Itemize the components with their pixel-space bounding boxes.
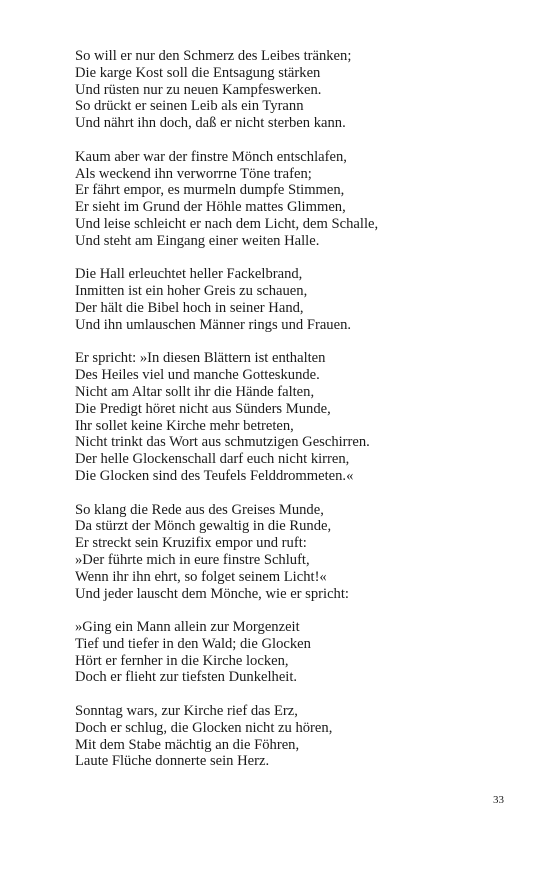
- verse-line: »Der führte mich in eure finstre Schluft,: [75, 551, 310, 568]
- verse-line: Mit dem Stabe mächtig an die Föhren,: [75, 736, 300, 753]
- page-number: 33: [493, 794, 504, 806]
- stanza-4: [75, 350, 515, 484]
- verse-line: Und leise schleicht er nach dem Licht, dem Schalle,: [75, 215, 379, 232]
- verse-line: Laute Flüche donnerte sein Herz.: [75, 753, 270, 770]
- verse-line: Er fährt empor, es murmeln dumpfe Stimmen,: [75, 182, 345, 199]
- verse-line: Tief und tiefer in den Wald; die Glocken: [75, 635, 311, 652]
- verse-line: Doch er schlug, die Glocken nicht zu hören,: [75, 719, 333, 736]
- stanza-3: [75, 266, 515, 333]
- verse-line: Sonntag wars, zur Kirche rief das Erz,: [75, 703, 298, 720]
- verse-line: Und jeder lauscht dem Mönche, wie er spricht:: [75, 585, 349, 602]
- verse-line: Die karge Kost soll die Entsagung stärken: [75, 64, 321, 81]
- verse-line: Hört er fernher in die Kirche locken,: [75, 652, 289, 669]
- stanza-2: [75, 149, 515, 250]
- verse-line: Und rüsten nur zu neuen Kampfeswerken.: [75, 81, 322, 98]
- verse-line: Nicht am Altar sollt ihr die Hände falten,: [75, 383, 315, 400]
- verse-line: Und ihn umlauschen Männer rings und Frauen.: [75, 316, 352, 333]
- verse-line: Als weckend ihn verworrne Töne trafen;: [75, 165, 312, 182]
- verse-line: So klang die Rede aus des Greises Munde,: [75, 501, 324, 518]
- verse-line: Kaum aber war der finstre Mönch entschlafen,: [75, 148, 347, 165]
- poem-text: [75, 48, 515, 787]
- verse-line: »Ging ein Mann allein zur Morgenzeit: [75, 619, 300, 636]
- stanza-5: [75, 502, 515, 603]
- verse-line: Der helle Glockenschall darf euch nicht kirren,: [75, 451, 350, 468]
- verse-line: So drückt er seinen Leib als ein Tyrann: [75, 98, 304, 115]
- verse-line: Und steht am Eingang einer weiten Halle.: [75, 232, 320, 249]
- verse-line: Er streckt sein Kruzifix empor und ruft:: [75, 535, 307, 552]
- verse-line: Ihr sollet keine Kirche mehr betreten,: [75, 417, 294, 434]
- stanza-1: [75, 48, 515, 132]
- verse-line: Die Glocken sind des Teufels Felddrommeten.«: [75, 467, 354, 484]
- verse-line: Die Hall erleuchtet heller Fackelbrand,: [75, 266, 303, 283]
- verse-line: Die Predigt höret nicht aus Sünders Munde,: [75, 400, 331, 417]
- verse-line: Der hält die Bibel hoch in seiner Hand,: [75, 299, 304, 316]
- verse-line: Inmitten ist ein hoher Greis zu schauen,: [75, 283, 308, 300]
- stanza-7: [75, 703, 515, 770]
- verse-line: Da stürzt der Mönch gewaltig in die Runde,: [75, 518, 332, 535]
- verse-line: Er sieht im Grund der Höhle mattes Glimmen,: [75, 199, 346, 216]
- verse-line: Doch er flieht zur tiefsten Dunkelheit.: [75, 669, 298, 686]
- verse-line: Nicht trinkt das Wort aus schmutzigen Geschirren.: [75, 434, 370, 451]
- verse-line: So will er nur den Schmerz des Leibes tränken;: [75, 48, 352, 64]
- stanza-6: [75, 619, 515, 686]
- verse-line: Er spricht: »In diesen Blättern ist enthalten: [75, 350, 326, 367]
- verse-line: Und nährt ihn doch, daß er nicht sterben kann.: [75, 115, 346, 132]
- verse-line: Des Heiles viel und manche Gotteskunde.: [75, 367, 320, 384]
- verse-line: Wenn ihr ihn ehrt, so folget seinem Licht!«: [75, 568, 327, 585]
